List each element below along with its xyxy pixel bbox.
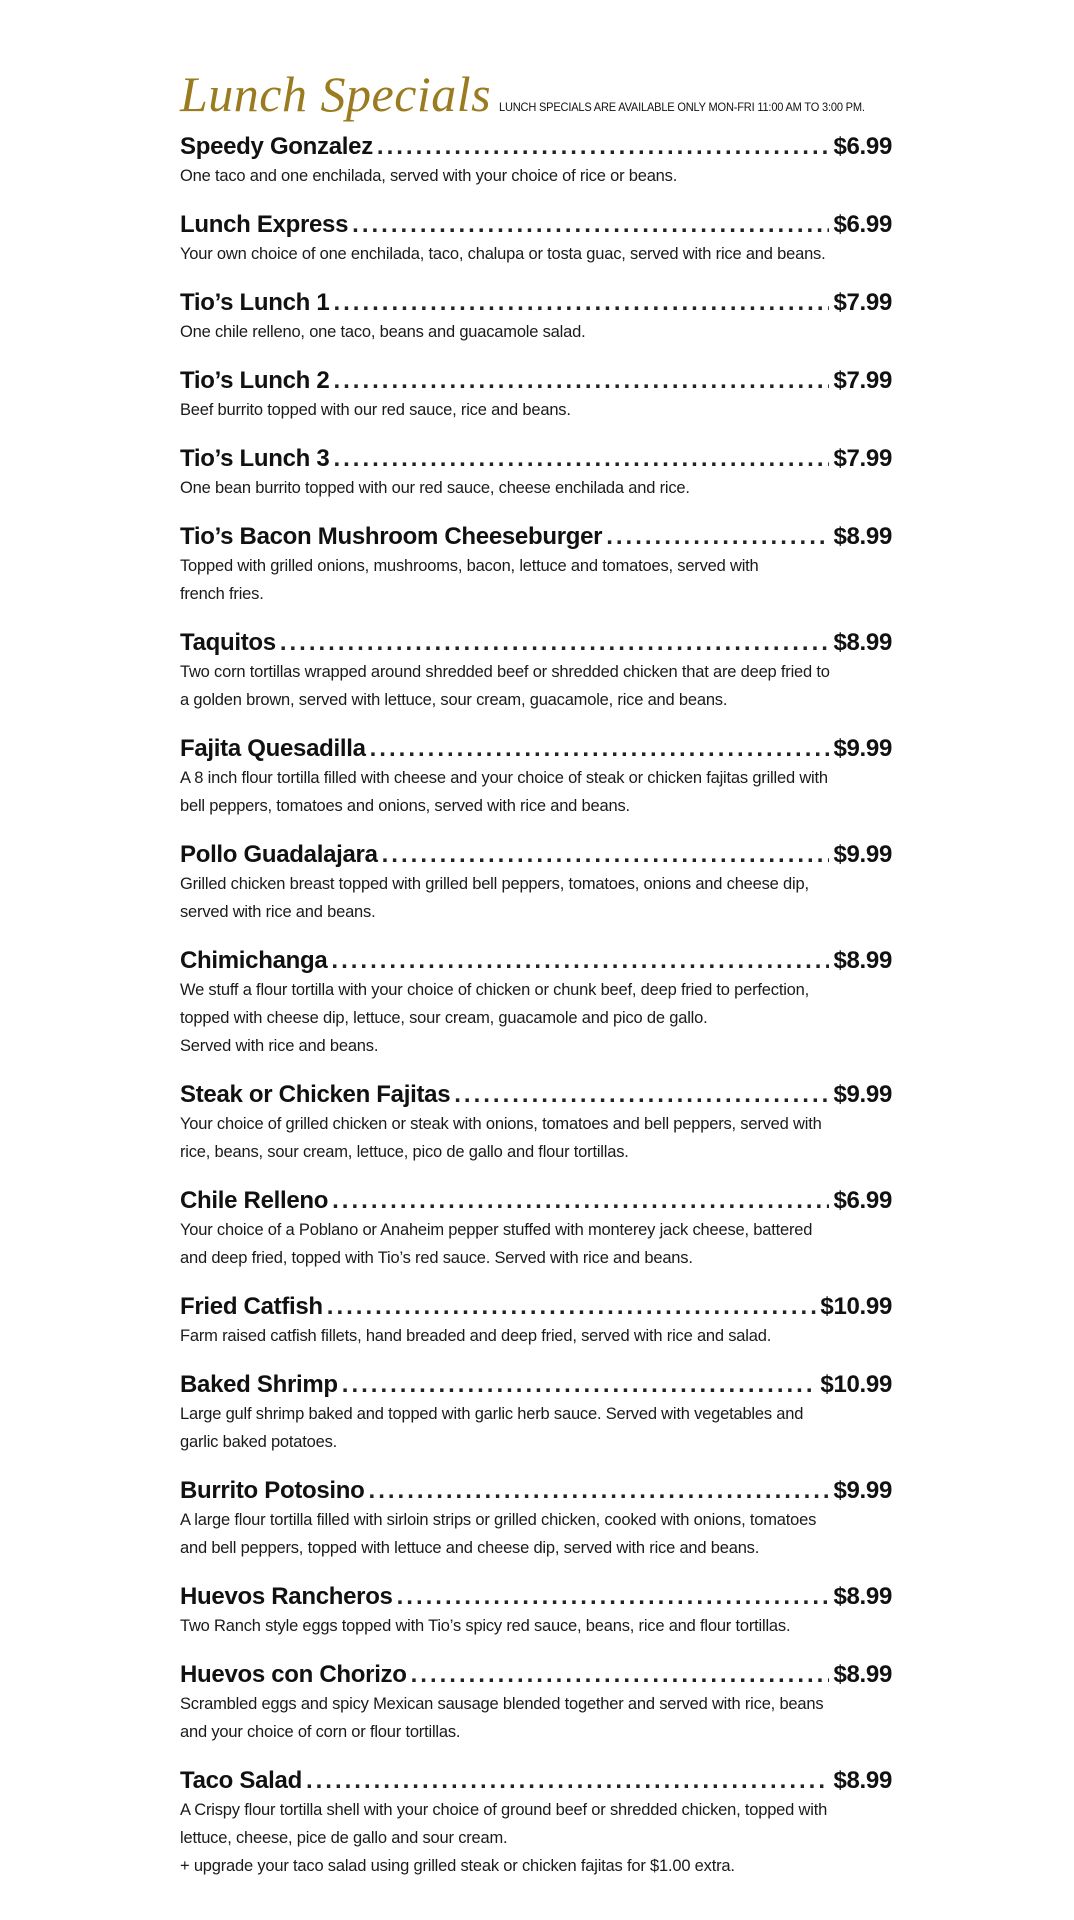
- menu-item-price: $9.99: [833, 1081, 892, 1108]
- menu-item-name: Taquitos: [180, 629, 276, 656]
- availability-note: LUNCH SPECIALS ARE AVAILABLE ONLY MON-FRI 11:00 AM TO 3:00 PM.: [499, 100, 865, 114]
- menu-item-header: [180, 946, 892, 976]
- menu-item-description: [180, 1216, 892, 1272]
- menu-item-description: [180, 658, 892, 714]
- description-line: One chile relleno, one taco, beans and guacamole salad.: [180, 323, 586, 341]
- menu-item: [180, 210, 892, 268]
- menu-item-name: Fried Catfish: [180, 1293, 323, 1320]
- menu-item-header: [180, 522, 892, 552]
- description-line: Large gulf shrimp baked and topped with garlic herb sauce. Served with vegetables and: [180, 1405, 804, 1423]
- menu-item: [180, 1080, 892, 1166]
- menu-item-description: [180, 1400, 892, 1456]
- menu-item: [180, 628, 892, 714]
- menu-item-header: [180, 1766, 892, 1796]
- description-line: Topped with grilled onions, mushrooms, bacon, lettuce and tomatoes, served with: [180, 557, 759, 575]
- menu-item-name: Taco Salad: [180, 1767, 302, 1794]
- menu-item-name: Huevos Rancheros: [180, 1583, 393, 1610]
- menu-item-price: $7.99: [833, 367, 892, 394]
- menu-item: [180, 1660, 892, 1746]
- menu-page: [180, 66, 892, 1900]
- menu-item-description: [180, 1506, 892, 1562]
- description-line: bell peppers, tomatoes and onions, served with rice and beans.: [180, 797, 630, 815]
- description-line: We stuff a flour tortilla with your choice of chicken or chunk beef, deep fried to perfection,: [180, 981, 810, 999]
- menu-item-name: Baked Shrimp: [180, 1371, 338, 1398]
- menu-item-description: [180, 1690, 892, 1746]
- description-line: french fries.: [180, 585, 264, 603]
- menu-item-description: [180, 318, 892, 346]
- dot-leader: [342, 1370, 817, 1400]
- menu-item-price: $6.99: [833, 211, 892, 238]
- description-line: A Crispy flour tortilla shell with your choice of ground beef or shredded chicken, topped with: [180, 1801, 828, 1819]
- menu-item-name: Steak or Chicken Fajitas: [180, 1081, 451, 1108]
- menu-item-header: [180, 132, 892, 162]
- menu-item-description: [180, 1612, 892, 1640]
- dot-leader: [327, 1292, 817, 1322]
- description-line: rice, beans, sour cream, lettuce, pico de gallo and flour tortillas.: [180, 1143, 629, 1161]
- menu-item-price: $10.99: [820, 1293, 892, 1320]
- menu-item-description: [180, 396, 892, 424]
- description-line: served with rice and beans.: [180, 903, 376, 921]
- menu-item: [180, 1370, 892, 1456]
- menu-item-name: Tio’s Lunch 1: [180, 289, 330, 316]
- description-line: Served with rice and beans.: [180, 1037, 379, 1055]
- menu-item-price: $8.99: [833, 1661, 892, 1688]
- menu-item: [180, 946, 892, 1060]
- description-line: Two corn tortillas wrapped around shredded beef or shredded chicken that are deep fried to: [180, 663, 830, 681]
- description-line: and deep fried, topped with Tio’s red sauce. Served with rice and beans.: [180, 1249, 693, 1267]
- menu-item-price: $8.99: [833, 1583, 892, 1610]
- menu-item-name: Lunch Express: [180, 211, 349, 238]
- menu-item-description: [180, 764, 892, 820]
- dot-leader: [397, 1582, 830, 1612]
- menu-item-price: $7.99: [833, 289, 892, 316]
- menu-item-header: [180, 1582, 892, 1612]
- dot-leader: [333, 288, 829, 318]
- menu-item-description: [180, 1322, 892, 1350]
- description-line: Your choice of a Poblano or Anaheim pepper stuffed with monterey jack cheese, battered: [180, 1221, 813, 1239]
- menu-item-list: [180, 132, 892, 1880]
- dot-leader: [370, 734, 830, 764]
- description-line: lettuce, cheese, pice de gallo and sour cream.: [180, 1829, 508, 1847]
- description-line: and bell peppers, topped with lettuce and cheese dip, served with rice and beans.: [180, 1539, 760, 1557]
- menu-item-description: [180, 552, 892, 608]
- dot-leader: [331, 946, 829, 976]
- menu-item-name: Huevos con Chorizo: [180, 1661, 407, 1688]
- menu-item-price: $8.99: [833, 629, 892, 656]
- menu-item-name: Burrito Potosino: [180, 1477, 365, 1504]
- menu-item-price: $8.99: [833, 1767, 892, 1794]
- menu-item-header: [180, 1370, 892, 1400]
- menu-item-price: $10.99: [820, 1371, 892, 1398]
- menu-header: [180, 66, 892, 122]
- menu-item-description: [180, 474, 892, 502]
- menu-item: [180, 1582, 892, 1640]
- description-line: One taco and one enchilada, served with your choice of rice or beans.: [180, 167, 678, 185]
- menu-item-header: [180, 1476, 892, 1506]
- menu-item-name: Tio’s Bacon Mushroom Cheeseburger: [180, 523, 603, 550]
- menu-item-header: [180, 1660, 892, 1690]
- description-line: A 8 inch flour tortilla filled with cheese and your choice of steak or chicken fajitas grilled with: [180, 769, 828, 787]
- menu-item-name: Pollo Guadalajara: [180, 841, 378, 868]
- dot-leader: [606, 522, 829, 552]
- menu-item-price: $8.99: [833, 947, 892, 974]
- menu-item-header: [180, 1080, 892, 1110]
- description-line: One bean burrito topped with our red sauce, cheese enchilada and rice.: [180, 479, 690, 497]
- description-line: topped with cheese dip, lettuce, sour cream, guacamole and pico de gallo.: [180, 1009, 708, 1027]
- menu-item: [180, 1292, 892, 1350]
- menu-item-name: Chile Relleno: [180, 1187, 329, 1214]
- menu-item: [180, 366, 892, 424]
- menu-item-header: [180, 366, 892, 396]
- menu-item-name: Chimichanga: [180, 947, 328, 974]
- description-line: a golden brown, served with lettuce, sour cream, guacamole, rice and beans.: [180, 691, 728, 709]
- menu-item-description: [180, 240, 892, 268]
- menu-item-description: [180, 162, 892, 190]
- menu-item-price: $6.99: [833, 133, 892, 160]
- description-line: Your choice of grilled chicken or steak with onions, tomatoes and bell peppers, served with: [180, 1115, 822, 1133]
- menu-item: [180, 288, 892, 346]
- dot-leader: [369, 1476, 830, 1506]
- menu-item-header: [180, 628, 892, 658]
- menu-item: [180, 522, 892, 608]
- menu-item-description: [180, 1110, 892, 1166]
- dot-leader: [382, 840, 830, 870]
- description-line: + upgrade your taco salad using grilled steak or chicken fajitas for $1.00 extra.: [180, 1857, 735, 1875]
- menu-item-price: $9.99: [833, 1477, 892, 1504]
- menu-item-name: Fajita Quesadilla: [180, 735, 366, 762]
- dot-leader: [333, 444, 829, 474]
- description-line: Two Ranch style eggs topped with Tio’s spicy red sauce, beans, rice and flour tortillas.: [180, 1617, 791, 1635]
- menu-item: [180, 734, 892, 820]
- description-line: and your choice of corn or flour tortillas.: [180, 1723, 461, 1741]
- page-title: Lunch Specials: [180, 66, 492, 122]
- menu-item-header: [180, 1292, 892, 1322]
- menu-item-header: [180, 288, 892, 318]
- menu-item-price: $9.99: [833, 841, 892, 868]
- menu-item-description: [180, 1796, 892, 1880]
- dot-leader: [306, 1766, 830, 1796]
- description-line: Your own choice of one enchilada, taco, chalupa or tosta guac, served with rice and beans.: [180, 245, 826, 263]
- dot-leader: [377, 132, 830, 162]
- description-line: A large flour tortilla filled with sirloin strips or grilled chicken, cooked with onions, tomatoes: [180, 1511, 817, 1529]
- menu-item-name: Speedy Gonzalez: [180, 133, 373, 160]
- menu-item-name: Tio’s Lunch 2: [180, 367, 330, 394]
- menu-item-header: [180, 840, 892, 870]
- menu-item: [180, 840, 892, 926]
- dot-leader: [332, 1186, 829, 1216]
- menu-item: [180, 1766, 892, 1880]
- description-line: Scrambled eggs and spicy Mexican sausage blended together and served with rice, beans: [180, 1695, 824, 1713]
- menu-item: [180, 132, 892, 190]
- menu-item-header: [180, 210, 892, 240]
- menu-item-price: $9.99: [833, 735, 892, 762]
- menu-item: [180, 444, 892, 502]
- menu-item-header: [180, 444, 892, 474]
- dot-leader: [411, 1660, 830, 1690]
- menu-item-name: Tio’s Lunch 3: [180, 445, 330, 472]
- menu-item-price: $8.99: [833, 523, 892, 550]
- dot-leader: [280, 628, 830, 658]
- menu-item: [180, 1186, 892, 1272]
- description-line: Farm raised catfish fillets, hand breaded and deep fried, served with rice and salad.: [180, 1327, 772, 1345]
- menu-item-price: $6.99: [833, 1187, 892, 1214]
- description-line: Grilled chicken breast topped with grilled bell peppers, tomatoes, onions and cheese dip,: [180, 875, 809, 893]
- menu-item-header: [180, 734, 892, 764]
- dot-leader: [333, 366, 829, 396]
- menu-item-header: [180, 1186, 892, 1216]
- menu-item: [180, 1476, 892, 1562]
- dot-leader: [454, 1080, 829, 1110]
- menu-item-description: [180, 870, 892, 926]
- menu-item-price: $7.99: [833, 445, 892, 472]
- description-line: garlic baked potatoes.: [180, 1433, 338, 1451]
- menu-item-description: [180, 976, 892, 1060]
- description-line: Beef burrito topped with our red sauce, rice and beans.: [180, 401, 571, 419]
- dot-leader: [352, 210, 829, 240]
